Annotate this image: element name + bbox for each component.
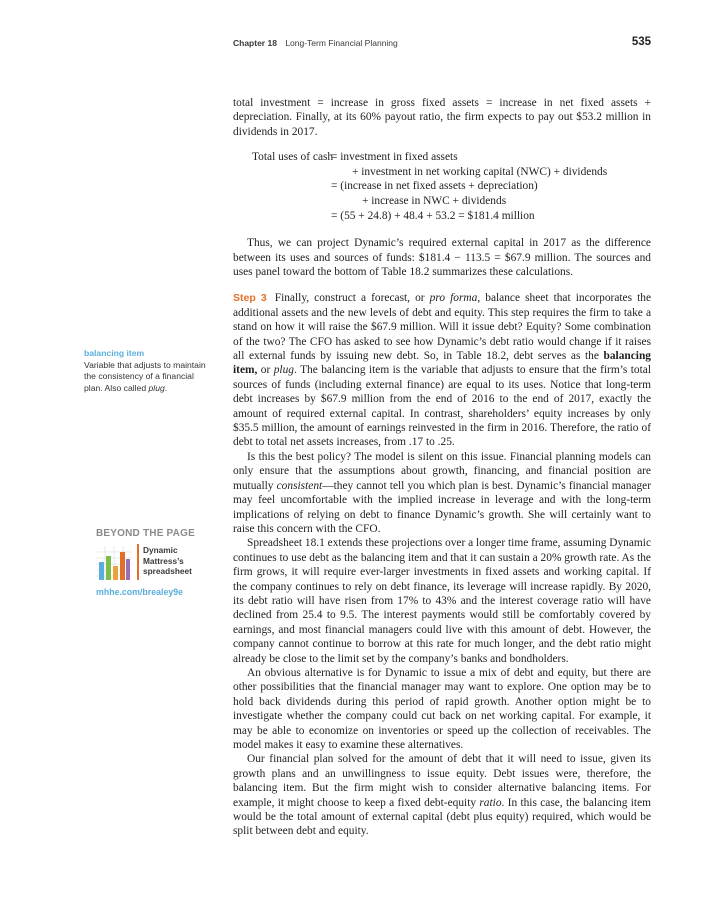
definition-text: Variable that adjusts to maintain the consistency of a financial plan. Also called — [84, 359, 206, 393]
step3-label: Step 3 — [233, 292, 267, 305]
caption-line-2: Mattress’s — [143, 555, 184, 566]
final-italic: ratio — [479, 796, 502, 809]
caption-line-1: Dynamic — [143, 545, 178, 555]
step3-italic-pro-forma: pro forma — [429, 292, 478, 305]
beyond-the-page-link[interactable]: mhhe.com/brealey9e — [96, 587, 184, 597]
caption-line-3: spreadsheet — [143, 566, 192, 577]
chapter-number: Chapter 18 — [233, 38, 277, 48]
main-text-column — [233, 96, 651, 839]
chapter-title: Long-Term Financial Planning — [285, 38, 398, 48]
step3-text-a: Finally, construct a forecast, or — [274, 292, 430, 305]
policy-paragraph — [233, 450, 651, 536]
page-number: 535 — [631, 36, 651, 48]
definition-term: balancing item — [84, 348, 145, 358]
intro-paragraph: total investment = increase in gross fixed assets = increase in net fixed assets + depreciation. Finally, at its 60% payout ratio, the firm expects to pay out $53.2 million in dividends in 2017. — [233, 97, 651, 138]
step3-italic-plug: plug — [273, 364, 294, 377]
margin-definition — [84, 348, 214, 394]
step3-key-term: balancing item, — [233, 350, 651, 377]
policy-text-a: Is this the best policy? The model is silent on this issue. Financial planning models can only ensure that the assumptions about growth, financing, and financial position are mutually — [233, 450, 651, 492]
beyond-the-page-feature[interactable] — [96, 544, 226, 582]
step3-text-c: or — [257, 364, 274, 377]
step3-paragraph — [233, 291, 651, 449]
equation-line-4: + increase in NWC + dividends — [362, 195, 507, 207]
spreadsheet-chart-icon — [96, 546, 132, 580]
alternative-paragraph: An obvious alternative is for Dynamic to issue a mix of debt and equity, but there are other possibilities that the financial manager may want to explore. One option may be to hold back dividends during this period of rapid growth. Another option might be to investigate whether the company could cut back on net working capital. For example, it may be able to economize on inventories or speed up the collection of receivables. The model makes it easy to examine these alternatives. — [233, 666, 651, 751]
equation-line-2: + investment in net working capital (NWC) + dividends — [352, 165, 608, 178]
policy-text-b: —they cannot tell you which plan is best. Dynamic’s financial manager may feel uncomfortable with the implied increase in leverage and with the long-term implications of relying on debt to finance Dynamic’s growth. She will certainly want to raise this concern with the CFO. — [233, 479, 652, 535]
beyond-the-page-caption — [143, 545, 223, 577]
beyond-the-page-box — [96, 528, 226, 597]
definition-italic: plug — [148, 382, 165, 393]
final-text-a: Our financial plan solved for the amount of debt that it will need to issue, given its growth plans and an unwillingness to issue equity. Debt issues were, therefore, the balancing item. But the firm might wish to consider alternative balancing items. For example, it might choose to keep a fixed debt-equity — [233, 753, 651, 809]
equation-label: Total uses of cash — [252, 151, 334, 164]
external-capital-paragraph: Thus, we can project Dynamic’s required external capital in 2017 as the difference between its uses and sources of funds: $181.4 − 113.5 = $67.9 million. The sources and uses panel toward the bottom of Table 18.2 summarizes these calculations. — [233, 237, 651, 278]
equation-line-1: = investment in fixed assets — [331, 151, 458, 164]
step3-text-d: . The balancing item is the variable that adjusts to ensure that the firm’s total sources of funds (including external finance) are equal to its uses. Notice that long-term debt increases by $67.9 million from the end of 2016 to the end of 2017, exactly the amount of required external capital. In contrast, shareholders’ equity increases by only $35.5 million, the amount of earnings reinvested in the firm in 2016. Therefore, the ratio of debt to total net assets increases, from .17 to .25. — [233, 364, 651, 449]
definition-end: . — [164, 382, 168, 393]
uses-of-cash-equation — [252, 150, 651, 223]
final-text-b: . In this case, the balancing item would be the total amount of external capital (debt plus equity) required, which would be split between debt and equity. — [233, 796, 651, 838]
equation-line-5: = (55 + 24.8) + 48.4 + 53.2 = $181.4 million — [331, 209, 535, 222]
beyond-the-page-title: BEYOND THE PAGE — [96, 528, 195, 539]
step3-text-b: , balance sheet that incorporates the additional assets and the new levels of debt and equity. This step requires the firm to take a stand on how it will raise the $67.9 million. Will it issue debt? Equity? Some combination of the two? The CFO has asked to see how Dynamic’s debt ratio would change if it raises all external funds by issuing new debt. So, in Table 18.2, debt serves as the — [233, 292, 652, 363]
running-header — [233, 38, 651, 54]
equation-line-3: = (increase in net fixed assets + depreciation) — [331, 180, 538, 193]
spreadsheet-paragraph: Spreadsheet 18.1 extends these projections over a longer time frame, assuming Dynamic continues to use debt as the balancing item and that it can sustain a 20% growth rate. As the firm grows, it will require ever-larger investments in fixed assets and working capital. If the company continues to rely on debt finance, its leverage will increase rapidly. By 2020, its debt ratio will have risen from 17% to 43% and the interest coverage ratio will have declined from 25.4 to 9.5. The interest payments would still be comfortably covered by earnings, and most financial managers could live with this amount of debt. However, the company cannot continue to borrow at this rate for much longer, and the debt ratio might already be close to the limit set by the company’s banks and bondholders. — [233, 537, 651, 665]
beyond-the-page-divider — [137, 544, 139, 580]
final-paragraph — [233, 752, 651, 838]
policy-italic: consistent — [276, 479, 323, 492]
